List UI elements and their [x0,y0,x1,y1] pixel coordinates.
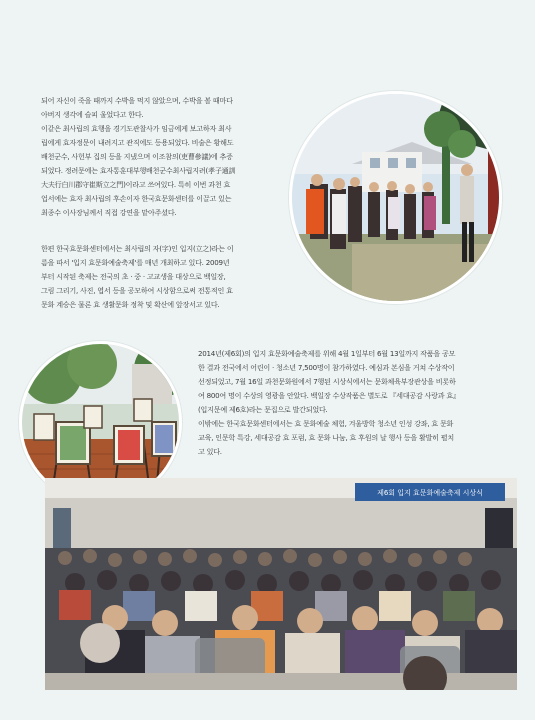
text-line: 한편 한국효문화센터에서는 최사립의 자(字)인 입지(立之)라는 이 [41,244,234,253]
text-line: 문화 계승은 물론 효 생활문화 정착 및 확산에 앞장서고 있다. [41,300,220,309]
text-line: 한 결과 전국에서 어린이 · 청소년 7,500명이 참가하였다. 예심과 본심을 거쳐 수상작이 [198,363,455,372]
text-line: 이밖에는 한국효문화센터에서는 효 문화예술 체험, 겨울방학 청소년 인성 강좌, 효 문화 [198,419,454,428]
text-line: 되어 자신이 죽을 때까지 수박을 먹지 않았으며, 수박을 볼 때마다 [41,96,233,105]
text-line: 배천군수, 사헌부 집의 등을 지냈으며 이조참의(吏曹參議)에 추증 [41,152,233,161]
hall-banner-text: 제6회 입지 효문화예술축제 시상식 [377,489,483,497]
text-line: 고 있다. [198,447,222,456]
text-line: 이같은 최사립의 효행을 경기도관찰사가 임금에게 보고하자 최사 [41,124,232,133]
text-line: 되었다. 정려문에는 효자통훈대부행배천군수최사립지려(孝子通訓 [41,166,236,175]
article-paragraph-1 [41,94,283,220]
text-line: 립에게 효자정문이 내려지고 관직에도 등용되었다. 비술은 황해도 [41,138,234,147]
text-line: 선정되었고, 7월 16일 과천문화원에서 7행된 시상식에서는 문화체육부장관상을 비롯하 [198,377,456,386]
ceremony-hall-photo [45,478,517,690]
text-line: 그림 그리기, 사진, 엽서 등을 공모하여 시상함으로써 전통적인 효 [41,286,233,295]
article-paragraph-2 [41,242,267,312]
article-paragraph-3 [198,347,496,459]
text-line: 2014년(제6회)의 입지 효문화예술축제를 위해 4월 1일부터 6월 13일까지 작품을 공모 [198,349,456,358]
text-line: 부터 시작된 축제는 전국의 초 · 중 · 고교생을 대상으로 백일장, [41,272,226,281]
text-line: 여 800여 명이 수상의 영광을 안았다. 백일장 수상작품은 별도로 『세대공감 사랑과 효』 [198,391,460,400]
lecture-photo [289,91,502,304]
text-line: 아버지 생각에 슬피 울었다고 한다. [41,110,144,119]
text-line: 름을 따서 '입지 효문화예술축제'를 매년 개최하고 있다. 2009년 [41,258,230,267]
text-line: 최종수 이사장님께서 직접 강연을 맡아주셨다. [41,208,177,217]
text-line: 업서에는 효자 최사립의 후손이자 한국효문화센터를 이끌고 있는 [41,194,232,203]
text-line: (입지문예 제6호)라는 문집으로 발간되었다. [198,405,328,414]
text-line: 교육, 인문학 특강, 세대공감 효 포럼, 효 문화 나눔, 효 후원의 날 행사 등을 활발히 펼치 [198,433,454,442]
text-line: 大夫行白川郡守崔斯立之門)이라고 쓰여있다. 특히 이번 과천 효 [41,180,231,189]
